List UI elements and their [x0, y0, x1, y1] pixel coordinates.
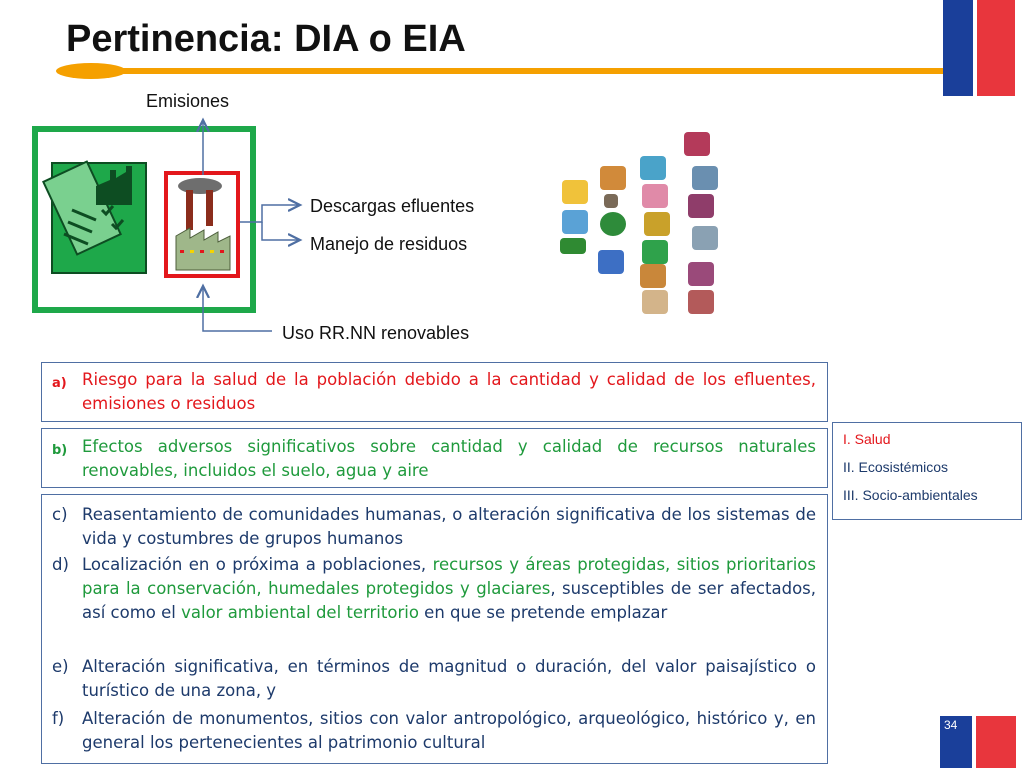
criteria-c-f-box [41, 494, 828, 764]
category-health: I. Salud [843, 431, 891, 447]
criterion-d-part5: en que se pretende emplazar [418, 603, 668, 622]
criterion-f [52, 707, 816, 755]
criterion-d-environmental-value: valor ambiental del territorio [181, 603, 419, 622]
pertinence-diagram [0, 0, 1024, 360]
criterion-b-text: Efectos adversos significativos sobre cantidad y calidad de recursos naturales renovables, incluidos el suelo, agua y aire [82, 437, 816, 480]
categories-box [832, 422, 1022, 520]
criterion-d-marker: d) [52, 555, 69, 574]
criterion-d-text [82, 553, 816, 625]
criterion-f-text: Alteración de monumentos, sitios con valor antropológico, arqueológico, histórico y, en general los pertenecientes al patrimonio cultural [82, 709, 816, 752]
waste-arrow [262, 222, 300, 240]
criterion-c-marker: c) [52, 505, 68, 524]
flag-red-stripe-bottom [976, 716, 1016, 768]
flag-blue-stripe-bottom [940, 716, 972, 768]
criterion-e-marker: e) [52, 657, 69, 676]
field-icon [560, 238, 586, 254]
criterion-d-protected-areas: recursos y áreas protegidas, sitios prioritarios para la conservación, humedales protegidos y glaciares [82, 555, 816, 598]
emissions-label: Emisiones [146, 91, 230, 111]
criterion-c-text: Reasentamiento de comunidades humanas, o alteración significativa de los sistemas de vida y costumbres de grupos humanos [82, 505, 816, 548]
crowd-icon [688, 194, 714, 218]
climber-icon [692, 226, 718, 250]
car-icon [642, 240, 668, 264]
criterion-d [52, 553, 816, 625]
page-number: 34 [944, 718, 958, 732]
category-ecosystem: II. Ecosistémicos [843, 459, 949, 475]
criterion-b-marker: b) [52, 443, 68, 458]
criterion-a-text: Riesgo para la salud de la población debido a la cantidad y calidad de los efluentes, emisiones o residuos [82, 370, 816, 413]
criterion-d-part3: , susceptibles de ser afectados, así como el [82, 579, 816, 622]
criterion-e-text: Alteración significativa, en términos de magnitud o duración, del valor paisajístico o turístico de una zona, y [82, 657, 816, 700]
criterion-f-marker: f) [52, 709, 65, 728]
flag-decoration-bottom [940, 716, 1016, 768]
family-icon [688, 262, 714, 286]
meeting-icon [688, 290, 714, 314]
person-icon [644, 212, 670, 236]
discharges-label: Descargas efluentes [310, 196, 475, 216]
river-icon [562, 210, 588, 234]
resources-label: Uso RR.NN renovables [282, 323, 470, 343]
basket-icon [640, 264, 666, 288]
category-socio-environmental: III. Socio-ambientales [843, 487, 978, 503]
criterion-a-marker: a) [52, 376, 67, 391]
document-checklist-icon [43, 162, 146, 273]
people-group-icon [684, 132, 710, 156]
tree-icon [600, 212, 626, 236]
balloon-icon [562, 180, 588, 204]
figure-icon [642, 184, 668, 208]
bird-icon [604, 194, 618, 208]
criterion-a [52, 368, 816, 416]
waste-label: Manejo de residuos [310, 234, 468, 254]
discharge-arrow [240, 205, 300, 222]
landscape-icon [692, 166, 718, 190]
criterion-c [52, 503, 816, 551]
animal-icon [600, 166, 626, 190]
criterion-a-box [41, 362, 828, 422]
criterion-d-part1: Localización en o próxima a poblaciones, [82, 555, 433, 574]
fish-icon [598, 250, 624, 274]
dancer-icon [642, 290, 668, 314]
boat-icon [640, 156, 666, 180]
criterion-b-box [41, 428, 828, 488]
slide-title: Pertinencia: DIA o EIA [66, 18, 466, 60]
criterion-b [52, 435, 816, 483]
criterion-e [52, 655, 816, 703]
